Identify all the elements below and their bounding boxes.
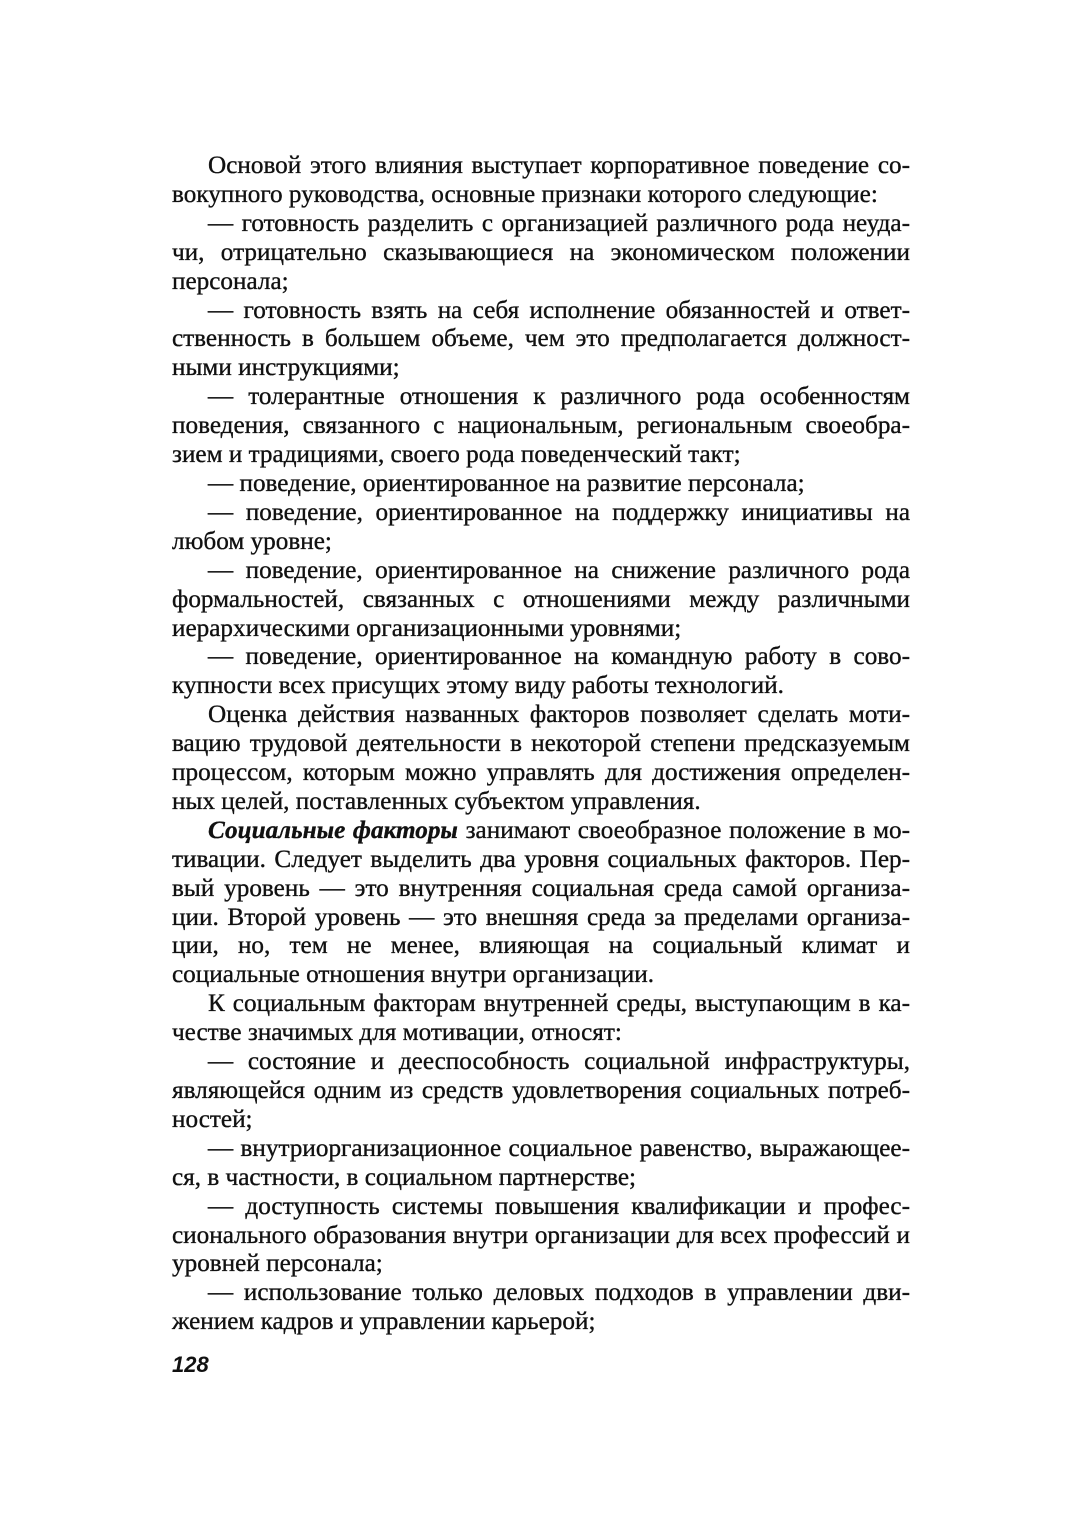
- list-item: — готовность взять на себя исполнение обязанностей и ответственность в большем объеме, чем это предполагается должностными инструкциями;: [172, 296, 910, 382]
- social-factors-text: занимают своеобразное положение в мотивации. Следует выделить два уровня социальных факторов. Первый уровень — это внутренняя социальная среда самой организации. Второй уровень — это внешняя среда за пределами организации, но, тем не менее, влияющая на социальный климат и социальные отношения внутри организации.: [172, 816, 910, 989]
- term-social-factors: Социальные факторы: [208, 816, 458, 844]
- list-item: — состояние и дееспособность социальной инфраструктуры, являющейся одним из средств удовлетворения социальных потребностей;: [172, 1048, 910, 1133]
- list-item: — поведение, ориентированное на развитие персонала;: [208, 469, 805, 497]
- paragraph-social-factors: [172, 817, 910, 990]
- list-item: — доступность системы повышения квалификации и профессионального образования внутри организации для всех профессий и уровней персонала;: [172, 1192, 910, 1278]
- list-item: — поведение, ориентированное на командную работу в совокупности всех присущих этому виду работы технологий.: [172, 643, 910, 700]
- paragraph-internal-factors: К социальным факторам внутренней среды, выступающим в качестве значимых для мотивации, относят:: [172, 990, 910, 1047]
- page-body: [172, 152, 910, 1337]
- list-item: — готовность разделить с организацией различного рода неудачи, отрицательно сказывающиеся на экономическом положении персонала;: [172, 209, 910, 295]
- list-item: — использование только деловых подходов в управлении движением кадров и управлении карьерой;: [172, 1279, 910, 1336]
- list-item: — внутриорганизационное социальное равенство, выражающееся, в частности, в социальном партнерстве;: [172, 1134, 910, 1191]
- list-item: — поведение, ориентированное на поддержку инициативы на любом уровне;: [172, 498, 910, 555]
- paragraph-intro: Основой этого влияния выступает корпоративное поведение совокупного руководства, основные признаки которого следующие:: [172, 152, 910, 208]
- list-item: — толерантные отношения к различного рода особенностям поведения, связанного с национальным, региональным своеобразием и традициями, своего рода поведенческий такт;: [172, 383, 910, 469]
- list-item: — поведение, ориентированное на снижение различного рода формальностей, связанных с отношениями между различными иерархическими организационными уровнями;: [172, 556, 910, 642]
- page-number: 128: [172, 1352, 209, 1377]
- paragraph-assessment: Оценка действия названных факторов позволяет сделать мотивацию трудовой деятельности в некоторой степени предсказуемым процессом, которым можно управлять для достижения определенных целей, поставленных субъектом управления.: [172, 701, 910, 815]
